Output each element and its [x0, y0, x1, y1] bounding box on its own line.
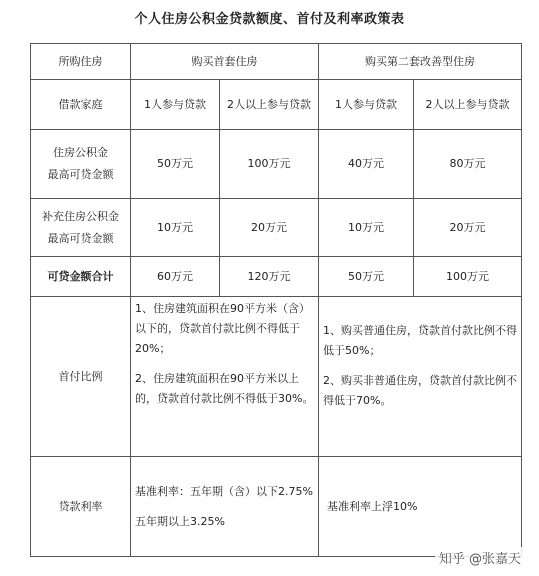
cell-value: 40万元 — [319, 130, 414, 199]
cell-second-rate: 基准利率上浮10% — [319, 457, 522, 557]
table-row — [31, 457, 522, 557]
row-label-line: 补充住房公积金 — [42, 209, 119, 223]
paragraph: 2、住房建筑面积在90平方米以上的，贷款首付款比例不得低于30%。 — [135, 372, 314, 405]
header-second-home: 购买第二套改善型住房 — [319, 44, 522, 80]
cell-value: 80万元 — [414, 130, 522, 199]
cell-value: 120万元 — [220, 257, 319, 297]
row-label-rate: 贷款利率 — [31, 457, 131, 557]
table-row — [31, 130, 522, 199]
cell-value: 50万元 — [319, 257, 414, 297]
header-first-home: 购买首套住房 — [131, 44, 319, 80]
paragraph: 2、购买非普通住房，贷款首付款比例不得低于70%。 — [323, 374, 517, 407]
cell-value: 100万元 — [220, 130, 319, 199]
cell-value: 20万元 — [414, 199, 522, 257]
cell-value: 10万元 — [131, 199, 220, 257]
watermark: 知乎 @张嘉天 — [435, 547, 525, 568]
cell-value: 10万元 — [319, 199, 414, 257]
cell-second-down-payment — [319, 297, 522, 457]
cell-value: 50万元 — [131, 130, 220, 199]
row-label-line: 最高可贷金额 — [47, 168, 114, 181]
row-label-line: 最高可贷金额 — [47, 231, 114, 245]
row-label-line: 住房公积金 — [53, 146, 108, 159]
paragraph: 基准利率：五年期（含）以下2.75% — [135, 484, 313, 498]
row-label-family: 借款家庭 — [31, 80, 131, 130]
row-label-down-payment: 首付比例 — [31, 297, 131, 457]
table-row — [31, 297, 522, 457]
cell-value: 20万元 — [220, 199, 319, 257]
policy-table — [30, 43, 522, 557]
paragraph: 五年期以上3.25% — [135, 514, 225, 528]
cell-first-1person: 1人参与贷款 — [131, 80, 220, 130]
cell-second-2person: 2人以上参与贷款 — [414, 80, 522, 130]
cell-second-1person: 1人参与贷款 — [319, 80, 414, 130]
table-row — [31, 257, 522, 297]
table-row — [31, 199, 522, 257]
cell-first-down-payment — [131, 297, 319, 457]
paragraph: 1、购买普通住房，贷款首付款比例不得低于50%； — [323, 324, 517, 357]
row-label-total: 可贷金额合计 — [31, 257, 131, 297]
header-row — [31, 44, 522, 80]
table-row — [31, 80, 522, 130]
paragraph: 1、住房建筑面积在90平方米（含）以下的，贷款首付款比例不得低于20%； — [135, 302, 310, 355]
cell-first-rate — [131, 457, 319, 557]
cell-first-2person: 2人以上参与贷款 — [220, 80, 319, 130]
row-label-supp-max — [31, 199, 131, 257]
row-label-fund-max — [31, 130, 131, 199]
cell-value: 100万元 — [414, 257, 522, 297]
cell-value: 60万元 — [131, 257, 220, 297]
table-title: 个人住房公积金贷款额度、首付及利率政策表 — [134, 12, 405, 27]
header-purchased-housing: 所购住房 — [31, 44, 131, 80]
